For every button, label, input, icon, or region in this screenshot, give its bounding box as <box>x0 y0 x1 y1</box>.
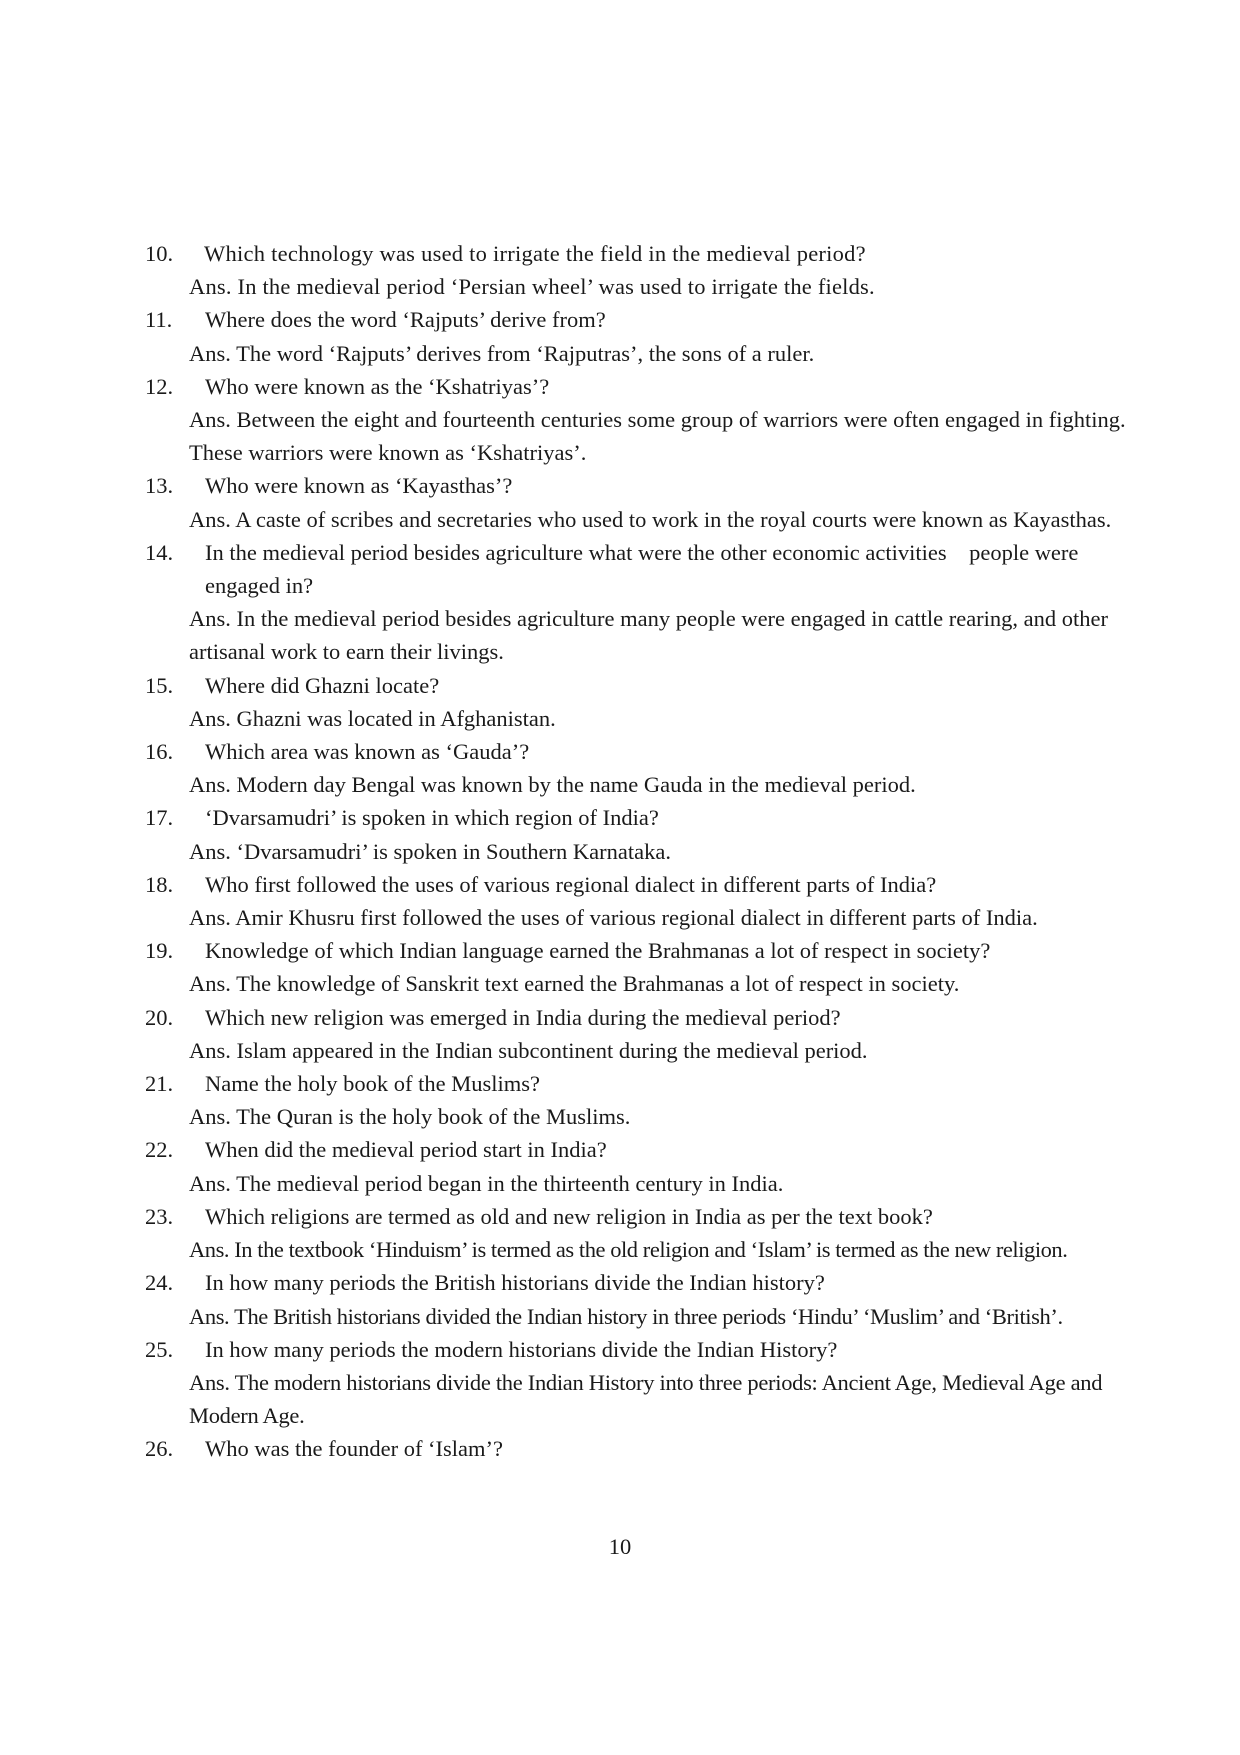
question-number: 23. <box>145 1203 174 1229</box>
answer-text: Ans. A caste of scribes and secretaries who used to work in the royal courts were known as Kayasthas. <box>189 506 1112 532</box>
qa-item-11 <box>145 303 1135 369</box>
question-line <box>145 303 1135 336</box>
question-text: Who were known as the ‘Kshatriyas’? <box>205 373 550 399</box>
question-text: When did the medieval period start in India? <box>205 1137 607 1163</box>
question-number: 24. <box>145 1270 174 1296</box>
question-line <box>145 1266 1135 1299</box>
qa-item-26 <box>145 1432 1135 1465</box>
question-line <box>145 934 1135 967</box>
question-text: In how many periods the modern historians divide the Indian History? <box>205 1336 838 1362</box>
question-text: In how many periods the British historians divide the Indian history? <box>205 1270 825 1296</box>
qa-item-22 <box>145 1133 1135 1199</box>
question-text: Who was the founder of ‘Islam’? <box>205 1436 504 1462</box>
question-number: 12. <box>145 373 174 399</box>
question-number: 21. <box>145 1071 174 1097</box>
question-line <box>145 868 1135 901</box>
question-line <box>145 1432 1135 1465</box>
question-text: In the medieval period besides agriculture what were the other economic activities people were engaged in? <box>205 539 1085 599</box>
qa-item-16 <box>145 735 1135 801</box>
question-number: 11. <box>145 307 173 333</box>
answer-text: Ans. Amir Khusru first followed the uses of various regional dialect in different parts of India. <box>189 905 1038 931</box>
question-number: 25. <box>145 1336 174 1362</box>
question-number: 10. <box>145 241 174 266</box>
answer-text: Ans. In the medieval period ‘Persian wheel’ was used to irrigate the fields. <box>189 274 875 300</box>
question-number: 16. <box>145 739 174 765</box>
answer-text: Ans. Islam appeared in the Indian subcontinent during the medieval period. <box>189 1037 868 1063</box>
question-text: Name the holy book of the Muslims? <box>205 1071 540 1097</box>
question-number: 19. <box>145 938 174 964</box>
qa-item-18 <box>145 868 1135 934</box>
answer-text: Ans. The medieval period began in the thirteenth century in India. <box>189 1170 784 1196</box>
qa-item-15 <box>145 669 1135 735</box>
answer-text: Ans. The British historians divided the Indian history in three periods ‘Hindu’ ‘Muslim’ and ‘British’. <box>189 1303 1063 1329</box>
question-number: 14. <box>145 539 174 565</box>
question-line <box>145 237 1135 270</box>
question-text: Which religions are termed as old and new religion in India as per the text book? <box>205 1203 933 1229</box>
question-line <box>145 669 1135 702</box>
qa-list <box>145 237 1135 1466</box>
qa-item-13 <box>145 469 1135 535</box>
question-text: Who first followed the uses of various regional dialect in different parts of India? <box>205 871 937 897</box>
question-line <box>145 735 1135 768</box>
answer-text: Ans. Between the eight and fourteenth centuries some group of warriors were often engaged in fighting. These warriors were known as ‘Kshatriyas’. <box>189 407 1126 466</box>
answer-text: Ans. The knowledge of Sanskrit text earned the Brahmanas a lot of respect in society. <box>189 971 960 997</box>
question-number: 13. <box>145 473 174 499</box>
question-number: 17. <box>145 805 174 831</box>
question-line <box>145 370 1135 403</box>
answer-text: Ans. In the textbook ‘Hinduism’ is termed as the old religion and ‘Islam’ is termed as the new religion. <box>189 1237 1068 1263</box>
page-number: 10 <box>608 1534 632 1559</box>
answer-text: Ans. In the medieval period besides agriculture many people were engaged in cattle rearing, and other artisanal work to earn their livings. <box>189 606 1109 665</box>
qa-item-25 <box>145 1333 1135 1433</box>
qa-item-24 <box>145 1266 1135 1332</box>
question-line <box>145 801 1135 834</box>
question-text: Who were known as ‘Kayasthas’? <box>205 473 513 499</box>
question-line <box>145 1001 1135 1034</box>
question-line <box>145 469 1135 502</box>
qa-item-23 <box>145 1200 1135 1266</box>
question-number: 26. <box>145 1436 174 1462</box>
question-number: 15. <box>145 672 174 698</box>
question-text: Which new religion was emerged in India during the medieval period? <box>205 1004 841 1030</box>
question-line <box>145 1067 1135 1100</box>
question-line <box>145 536 1135 602</box>
question-text: Where does the word ‘Rajputs’ derive from? <box>205 307 606 333</box>
question-line <box>145 1333 1135 1366</box>
qa-item-10 <box>145 237 1135 303</box>
qa-item-17 <box>145 801 1135 867</box>
answer-text: Ans. The Quran is the holy book of the Muslims. <box>189 1104 631 1130</box>
qa-item-21 <box>145 1067 1135 1133</box>
qa-item-12 <box>145 370 1135 470</box>
question-text: Which technology was used to irrigate the field in the medieval period? <box>204 241 866 266</box>
qa-item-20 <box>145 1001 1135 1067</box>
question-number: 20. <box>145 1004 174 1030</box>
answer-text: Ans. The modern historians divide the Indian History into three periods: Ancient Age, Medieval Age and Modern Age. <box>189 1369 1103 1429</box>
answer-text: Ans. Modern day Bengal was known by the name Gauda in the medieval period. <box>189 772 916 798</box>
question-line <box>145 1200 1135 1233</box>
answer-text: Ans. Ghazni was located in Afghanistan. <box>189 705 556 731</box>
question-line <box>145 1133 1135 1166</box>
question-number: 18. <box>145 871 174 897</box>
question-number: 22. <box>145 1137 174 1163</box>
question-text: Which area was known as ‘Gauda’? <box>205 739 530 765</box>
question-text: Knowledge of which Indian language earned the Brahmanas a lot of respect in society? <box>205 938 991 964</box>
qa-item-19 <box>145 934 1135 1000</box>
answer-text: Ans. The word ‘Rajputs’ derives from ‘Rajputras’, the sons of a ruler. <box>189 340 815 366</box>
answer-text: Ans. ‘Dvarsamudri’ is spoken in Southern Karnataka. <box>189 838 671 864</box>
question-text: Where did Ghazni locate? <box>205 672 440 698</box>
qa-item-14 <box>145 536 1135 669</box>
question-text: ‘Dvarsamudri’ is spoken in which region of India? <box>205 805 659 831</box>
